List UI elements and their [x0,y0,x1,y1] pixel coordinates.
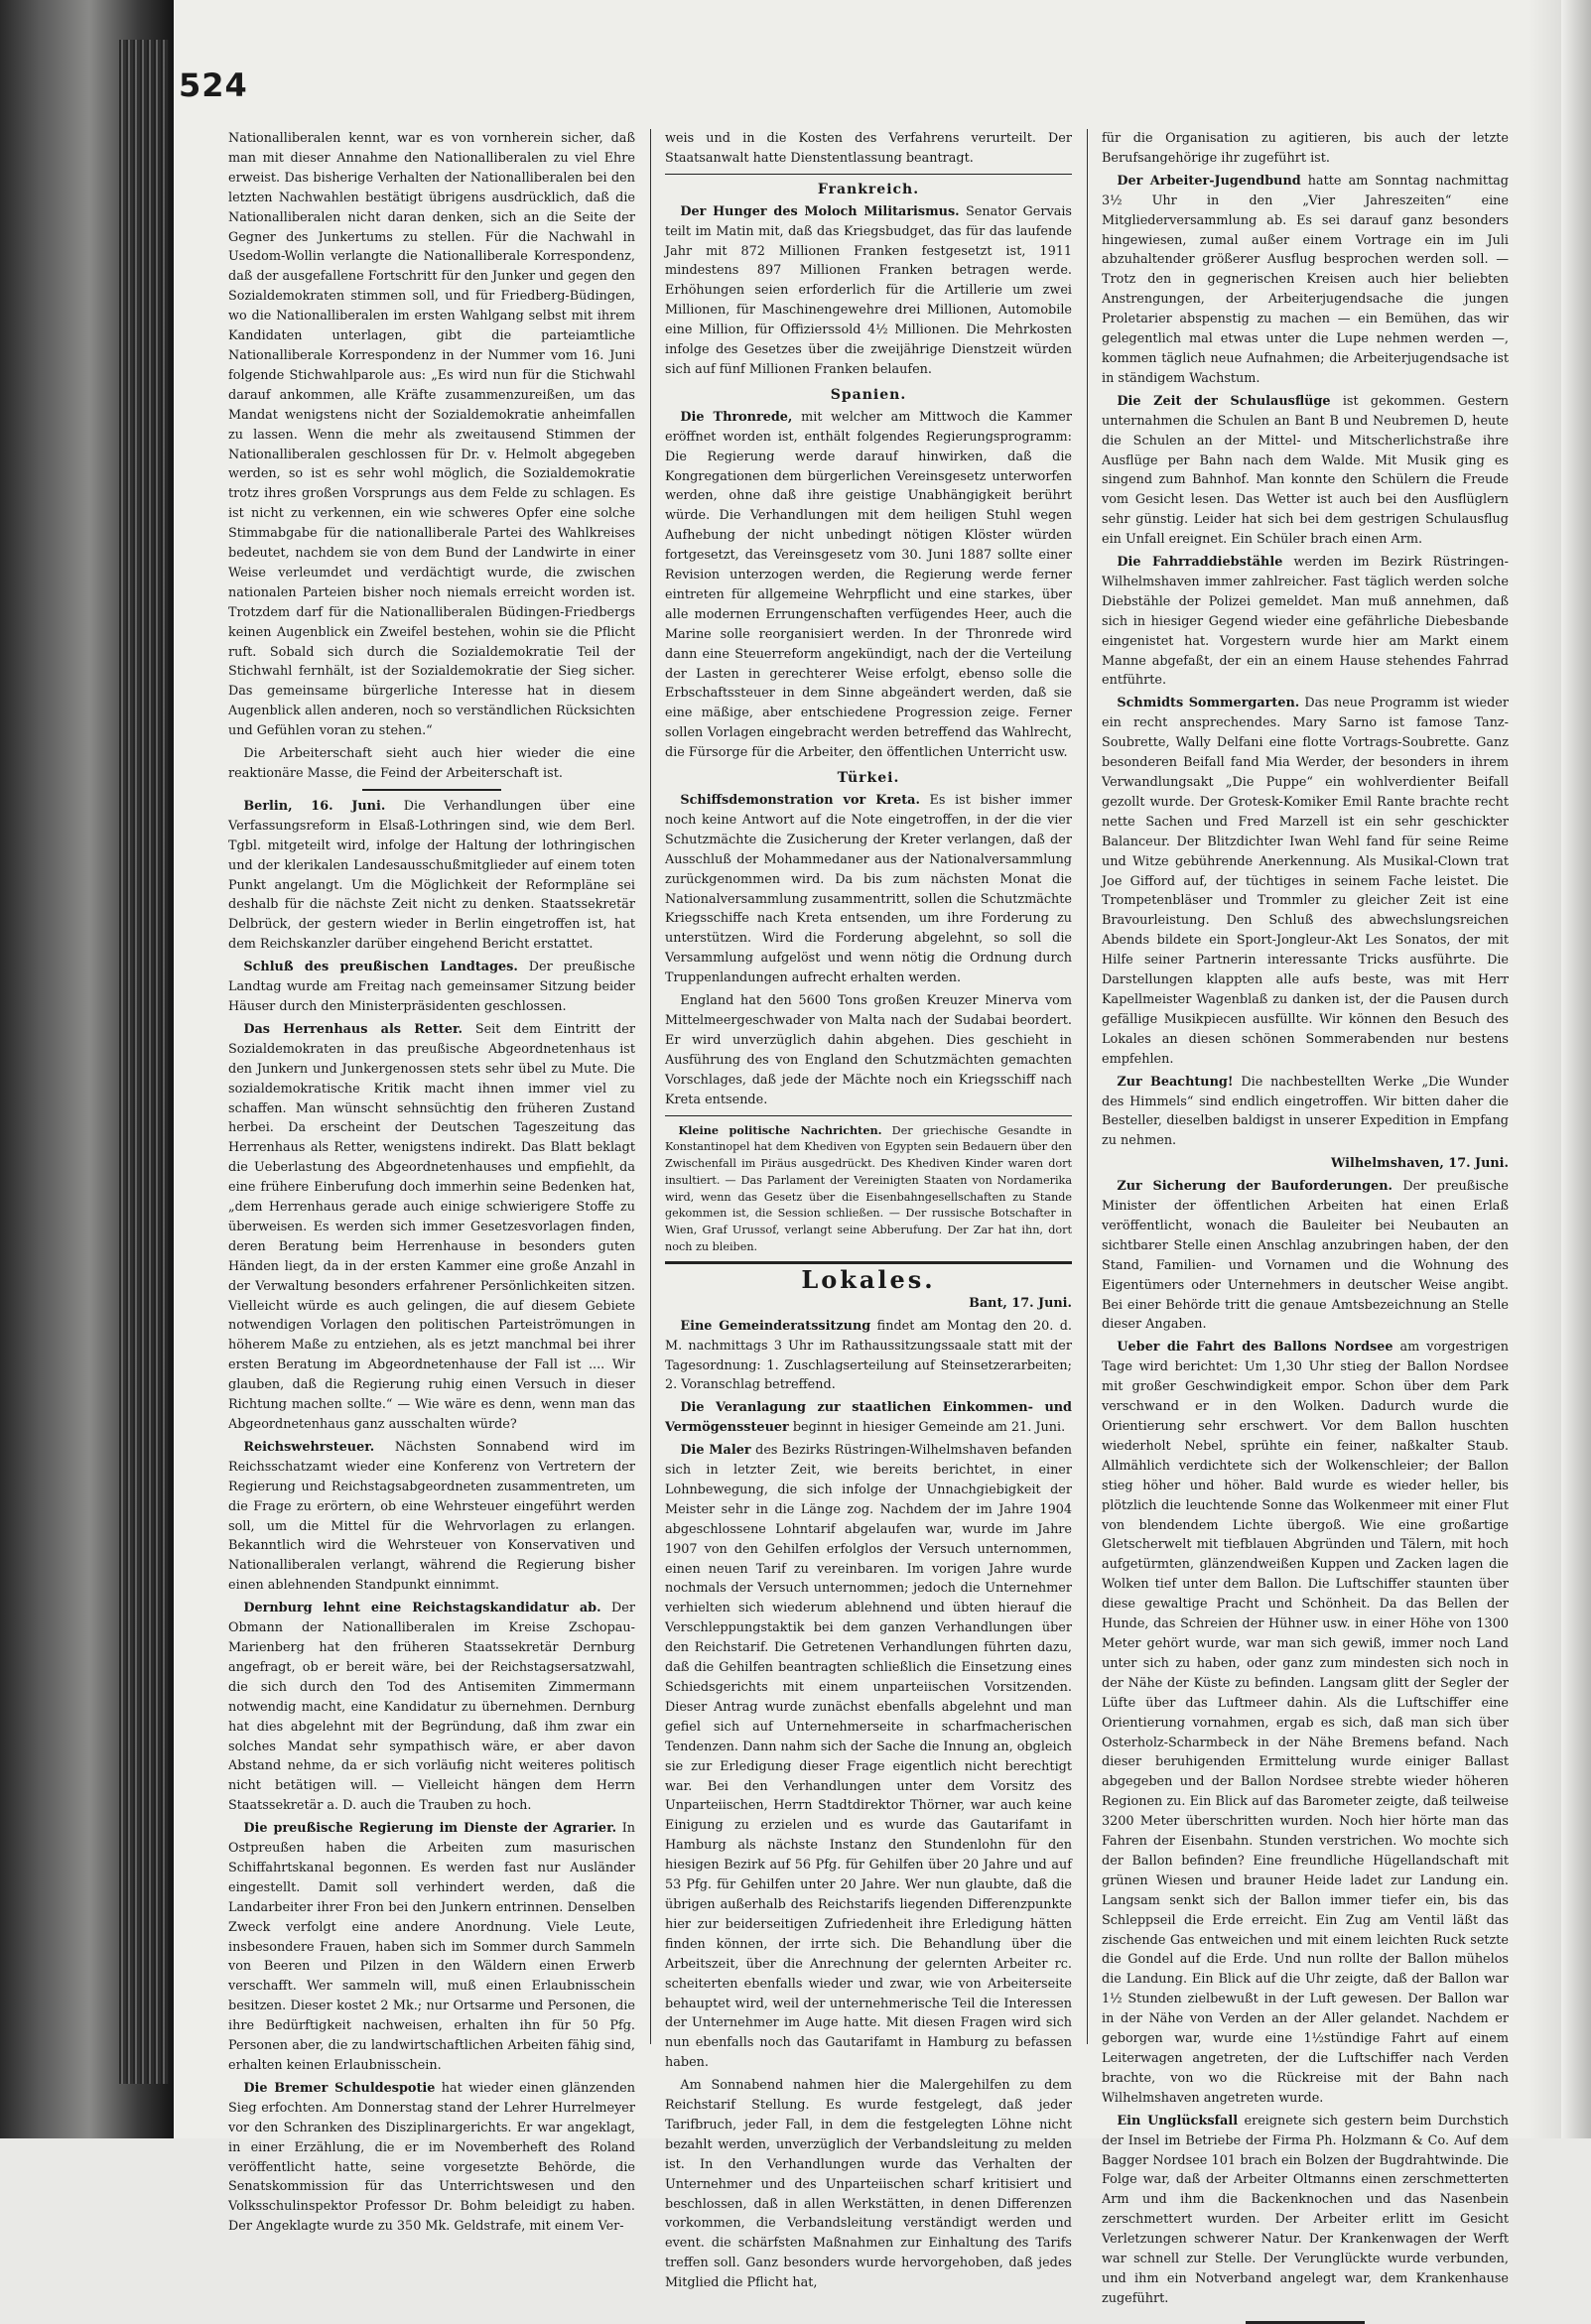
article-paragraph: England hat den 5600 Tons großen Kreuzer Minerva vom Mittelmeergeschwader von Malta nach der Sudabai beordert. Er wird unverzüglich dahin abgehen. Dies geschieht in Ausführung des von England den Schutzmächten gemachten Vorschlages, daß jede der Mächte noch ein Kriegsschiff nach Kreta entsende. [665,993,1072,1107]
article-thronrede [665,408,1072,763]
spine-edge-stripes [119,40,169,2084]
column-left [228,129,636,2235]
article-heading: Berlin, 16. Juni. [243,798,386,814]
article-body: werden im Bezirk Rüstringen-Wilhelmshaven immer zahlreicher. Fast täglich werden solche Diebstähle der Polizei gemeldet. Man muß annehmen, daß sich in hiesiger Gegend wieder eine gefährliche Diebesbande eingenistet hat. Vorgestern wurde hier am Markt einem Manne abgefaßt, der ein an einem Hause stehendes Fahrrad entführte. [1102,555,1509,689]
article-heading: Die preußische Regierung im Dienste der Agrarier. [243,1821,617,1837]
article-paragraph: weis und in die Kosten des Verfahrens verurteilt. Der Staatsanwalt hatte Dienstentlassung beantragt. [665,131,1072,166]
article-body: Der preußische Minister der öffentlichen Arbeiten hat einen Erlaß veröffentlicht, wonach die Bauleiter bei Neubauten an sichtbarer Stelle einen Anschlag anzubringen haben, der den Stand, Familien- und Vornamen und die Wohnung des Eigentümers oder Unternehmers in deutscher Weise angibt. Bei einer Behörde tritt die genaue Amtsbezeichnung an Stelle dieser Angaben. [1102,1179,1509,1333]
article-body: Es ist bisher immer noch keine Antwort auf die Note eingetroffen, in der die vier Schutzmächte die Zusicherung der Kreter verlangen, daß der Ausschluß der Mohammedaner aus der Nationalversammlung zurückgenommen wird. Da bis zum nächsten Monat die Nationalversammlung zusammentritt, sollen die Schutzmächte Kriegsschiffe nach Kreta entsenden, um ihre Forderung zu unterstützen. Wird die Forderung abgelehnt, so soll die Versammlung aufgelöst und wenn nötig die Ordnung durch Truppenlandungen aufrecht erhalten werden. [665,793,1072,986]
article-body: Seit dem Eintritt der Sozialdemokraten in das preußische Abgeordnetenhaus ist den Junkern und Junkergenossen stets sehr übel zu Mute. Die sozialdemokratische Kritik macht ihnen immer viel zu schaffen. Man wünscht sehnsüchtig den früheren Zustand herbei. Da erscheint der Deutschen Tageszeitung das Herrenhaus als Retter, wenigstens indirekt. Das Blatt beklagt die Ueberlastung des Abgeordnetenhauses und empfiehlt, da eine frühere Einberufung doch immerhin seine Bedenken hat, „dem Herrenhaus gerade auch einige schwierigere Stoffe zu überweisen. Es werden sich immer Gesetzesvorlagen finden, deren Beratung beim Herrenhause in besonders guten Händen liegt, da in der ersten Kammer eine große Anzahl in der Verwaltung besonders erfahrener Persönlichkeiten sitzen. Vielleicht würde es auch gelingen, die auf diesem Gebiete notwendigen Vorlagen den politischen Parteiströmungen in höherem Maße zu entziehen, als es jetzt manchmal bei ihrer ersten Beratung im Abgeordnetenhause der Fall ist .... Wir glauben, daß die Regierung ruhig einen Versuch in dieser Richtung machen sollte.“ — Wie wäre es denn, wenn man das Abgeordnetenhaus ganz ausschalten würde? [228,1021,636,1432]
article-heading: Dernburg lehnt eine Reichstagskandidatur ab. [243,1601,601,1616]
article-beachtung [1102,1073,1509,1152]
article-body: In Ostpreußen haben die Arbeiten zum masurischen Schiffahrtskanal begonnen. Es werden fast nur Ausländer eingestellt. Damit soll verhindert werden, daß die Landarbeiter ihrer Fron bei den Junkern entrinnen. Denselben Zweck verfolgt eine andere Anordnung. Viele Leute, insbesondere Frauen, haben sich im Sommer durch Sammeln von Beeren und Pilzen in den Wäldern einen Erwerb verschafft. Wer sammeln will, muß einen Erlaubnisschein besitzen. Dieser kostet 2 Mk.; nur Ortsarme und Personen, die ihre Bedürftigkeit nachweisen, erhalten ihn für 50 Pfg. Personen aber, die zu landwirtschaftlichen Arbeiten fähig sind, erhalten keinen Erlaubnisschein. [228,1821,635,2073]
article-schluss [228,958,635,1017]
article-dernburg [228,1599,635,1816]
article-heading: Eine Gemeinderatssitzung [680,1318,871,1334]
article-heading: Zur Sicherung der Bauforderungen. [1117,1179,1392,1195]
dateline: Bant, 17. Juni. [969,1295,1072,1311]
article-agrarier [228,1819,635,2076]
end-separator [1246,2321,1365,2324]
article-heading: Kleine politische Nachrichten. [678,1122,882,1137]
article-fahrraddiebstaehle [1102,553,1509,691]
article-paragraph: Am Sonnabend nahmen hier die Malergehilfen zu dem Reichstarif Stellung. Es wurde festgelegt, daß jeder Tarifbruch, jeder Fall, in dem die festgelegten Löhne nicht bezahlt werden, unverzüglich der Verbandsleitung zu melden ist. In den Verhandlungen wurde das Verhalten der Unternehmer und des Unparteiischen scharf kritisiert und beschlossen, daß in allen Werkstätten, in denen Differenzen vorkommen, die Verbandsleitung verständigt werden und event. die schärfsten Maßnahmen zur Einhaltung des Tarifs treffen soll. Ganz besonders wurde hervorgehoben, daß jedes Mitglied die Pflicht hat, [665,2078,1072,2291]
article-paragraph: Nationalliberalen kennt, war es von vornherein sicher, daß man mit dieser Annahme den Nationalliberalen zu viel Ehre erweist. Das bisherige Verhalten der Nationalliberalen bei den letzten Nachwahlen bestätigt übrigens ausdrücklich, daß die Nationalliberalen nicht daran denken, sich an die Seite der Gegner des Junkertums zu stellen. Für die Nachwahl in Usedom-Wollin verlangte die Nationalliberale Korrespondenz, daß der ausgefallene Fortschritt für den Junker und gegen den Sozialdemokraten stimmen soll, und für Friedberg-Büdingen, wo die Nationalliberalen im ersten Wahlgang selbst mit ihrem Kandidaten unterlagen, gibt die parteiamtliche Nationalliberale Korrespondenz in der Nummer vom 16. Juni folgende Stichwahlparole aus: „Es wird nun für die Stichwahl darauf ankommen, alle Kräfte zusammenzureißen, um das Mandat wenigstens nicht der Sozialdemokratie anheimfallen zu lassen. Wenn die mehr als zweitausend Stimmen der Nationalliberalen geschlossen für Dr. v. Helmolt abgegeben werden, so ist es sehr wohl möglich, die Sozialdemokratie trotz ihres großen Vorsprungs aus dem Felde zu schlagen. Es ist nicht zu verkennen, ein wie schweres Opfer eine solche Stimmabgabe für die nationalliberale Partei des Wahlkreises bedeutet, nachdem sie von dem Bund der Landwirte in einer Weise verleumdet und verdächtigt wurde, die zwischen nationalen Parteien bisher noch niemals erreicht worden ist. Trotzdem darf für die Nationalliberalen Büdingen-Friedbergs keinen Augenblick ein Zweifel bestehen, wohin sie die Pflicht ruft. Sobald sich durch die Sozialdemokratie Teil der Stichwahl fernhält, ist der Sozialdemokratie der Sieg sicher. Das gemeinsame bürgerliche Interesse hat in diesem Augenblick allen anderen, noch so verständlichen Rücksichten und Gefühlen voran zu stehen.“ [228,131,635,739]
article-schulausfluege [1102,392,1509,550]
article-heading: Ein Unglücksfall [1117,2113,1239,2129]
book-spine [0,0,174,2138]
column-right [1102,129,1509,2306]
article-heading: Der Hunger des Moloch Militarismus. [680,203,960,219]
section-heading-frankreich: Frankreich. [817,181,920,197]
article-heading: Die Zeit der Schulausflüge [1117,393,1331,409]
article-body: Der preußische Landtag wurde am Freitag nach gemeinsamer Sitzung beider Häuser durch den Ministerpräsidenten geschlossen. [228,960,635,1014]
dateline: Wilhelmshaven, 17. Juni. [1330,1156,1509,1172]
article-heading: Die Thronrede, [680,409,793,425]
article-heading: Der Arbeiter-Jugendbund [1117,173,1301,189]
article-body: hat wieder einen glänzenden Sieg erfochten. Am Donnerstag stand der Lehrer Hurrelmeyer vor den Schranken des Disziplinargerichts. Er war angeklagt, in einer Erzählung, die er im Novemberheft des Roland veröffentlicht hatte, seine vorgesetzte Behörde, die Senatskommission für das Unterrichtswesen und den Volksschulinspektor Professor Dr. Bohm beleidigt zu haben. Der Angeklagte wurde zu 350 Mk. Geldstrafe, mit einem Ver- [228,2080,635,2235]
article-heading: Zur Beachtung! [1117,1074,1234,1090]
column-rule [1087,129,1088,2044]
separator [362,789,501,791]
article-maler [665,1441,1072,2073]
column-rule [650,129,651,2044]
article-heading: Die Veranlagung zur staatlichen Einkommen- und Vermögenssteuer [665,1400,1072,1436]
article-body: ist gekommen. Gestern unternahmen die Schulen an Bant B und Neubremen D, heute die Schulen an der Mittel- und Mitscherlichstraße ihre Ausflüge per Bahn nach dem Walde. Mit Musik ging es singend zum Bahnhof. Man konnte den Schülern die Freude vom Gesicht lesen. Das Wetter ist auch bei den Ausflüglern sehr günstig. Leider hat sich bei dem gestrigen Schulausflug ein Unfall ereignet. Ein Schüler brach einen Arm. [1102,393,1509,548]
article-heading: Die Bremer Schuldespotie [243,2080,436,2096]
article-body: Der Obmann der Nationalliberalen im Kreise Zschopau-Marienberg hat den früheren Staatssekretär Dernburg angefragt, ob er bereit wäre, bei der Reichstagsersatzwahl, die sich durch den Tod des Antisemiten Zimmermann notwendig macht, eine Kandidatur zu übernehmen. Dernburg hat dies abgelehnt mit der Begründung, daß ihm zwar ein solches Mandat sehr sympathisch wäre, er aber davon Abstand nehme, da er sich vorläufig nicht weiteres politisch nicht betätigen will. — Vielleicht hängen dem Herrn Staatssekretär a. D. auch die Trauben zu hoch. [228,1601,635,1814]
article-body: findet am Montag den 20. d. M. nachmittags 3 Uhr im Rathaussitzungssaale statt mit der Tagesordnung: 1. Zuschlagserteilung auf Steinsetzerarbeiten; 2. Voranschlag betreffend. [665,1318,1072,1393]
section-heading-tuerkei: Türkei. [837,770,900,787]
page-right-edge [1561,0,1591,2138]
article-ballon [1102,1338,1509,2108]
article-body: Der griechische Gesandte in Konstantinopel hat dem Khediven von Egypten sein Bedauern über den Zwischenfall im Piräus ausgedrückt. Des Khediven Kinder waren dort insultiert. — Das Parlament der Vereinigten Staaten von Nordamerika wird, wenn das Gesetz über die Eisenbahngesellschaften zu Stande gekommen ist, die Session schließen. — Der russische Botschafter in Wien, Graf Urussof, verlangt seine Abberufung. Der Zar hat ihn, dort noch zu bleiben. [665,1123,1072,1254]
article-heading: Die Fahrraddiebstähle [1117,555,1283,571]
article-body: Das neue Programm ist wieder ein recht ansprechendes. Mary Sarno ist famose Tanz-Soubrette, Wally Delfani eine flotte Vortrags-Soubrette. Ganz besonderen Beifall fand Mia Werder, der besonders in ihrem Verwandlungsakt „Die Puppe“ ein wohlverdienter Beifall gezollt wurde. Der Grotesk-Komiker Emil Rante brachte recht nette Sachen und Fred Marzell ist ein sehr geschickter Balanceur. Der Blitzdichter Iwan Wehl fand für seine Reime und Witze gebührende Anerkennung. Als Musikal-Clown trat Joe Gifford auf, der tüchtiges in seinem Fache leistet. Die Trompetenbläser und Trommler zu gleicher Zeit ist eine Bravourleistung. Den Schluß des abwechslungsreichen Abends bildete ein Sport-Jongleur-Akt Les Sonatos, der mit Hilfe seiner Partnerin interessante Tricks ausführte. Die Darstellungen klappten alle aufs beste, was mit Herr Kapellmeister Wagenblaß zu danken ist, der die Pausen durch gefällige Musikpiecen ausfüllte. Wir können den Besuch des Lokales an diesen schönen Sommerabenden nur bestens empfehlen. [1102,696,1509,1067]
article-herrenhaus [228,1020,635,1435]
article-gemeinderat [665,1317,1072,1396]
article-moloch [665,202,1072,380]
article-body: Die nachbestellten Werke „Die Wunder des Himmels“ sind endlich eingetroffen. Wir bitten daher die Besteller, dieselben baldigst in unserer Expedition in Empfang zu nehmen. [1102,1074,1509,1149]
article-body: am vorgestrigen Tage wird berichtet: Um 1,30 Uhr stieg der Ballon Nordsee mit großer Geschwindigkeit empor. Schon über dem Park verschwand er in den Wolken. Dadurch wurde die Orientierung sehr erschwert. Vor dem Ballon huschten wiederholt Nebel, sprühte ein feiner, naßkalter Staub. Allmählich verdichtete sich der Wolkenschleier; der Ballon stieg höher und höher. Bald wurde es wieder heller, bis plötzlich die leuchtende Sonne das Wolkenmeer mit einer Flut von blendendem Lichte übergoß. Wie eine großartige Gletscherwelt mit tiefblauen Abgründen und Tälern, mit hoch aufgetürmten, glänzendweißen Kuppen und Zacken lagen die Wolken tief unter dem Ballon. Die Luftschiffer staunten über diese gewaltige Pracht und Schönheit. Da das Bellen der Hunde, das Schreien der Hühner usw. in einer Höhe von 1300 Meter gehört wurde, war man sich gewiß, immer noch Land unter sich zu haben, oder ganz zum mindesten sich noch in der Nähe der Küste zu befinden. Langsam glitt der Segler der Lüfte über das Luftmeer dahin. Als die Luftschiffer eine Orientierung vornahmen, ergab es sich, daß man sich über Osterholz-Scharmbeck in der Nähe Bremens befand. Nach dieser beruhigenden Ermittelung wurde einiger Ballast abgegeben und der Ballon Nordsee strebte wieder höheren Regionen zu. Ein Blick auf das Barometer zeigte, daß teilweise 3200 Meter überschritten wurden. Noch hier hörte man das Fahren der Eisenbahn. Stunden verstrichen. Wo mochte sich der Ballon befinden? Eine freundliche Hügellandschaft mit grünen Wiesen und brauner Heide ladet zur Landung ein. Langsam senkt sich der Ballon immer tiefer ein, bis das Schleppseil die Erde erreicht. Ein Zug am Ventil läßt das zischende Gas entweichen und mit einem leichten Ruck setzte die Gondel auf die Erde. Und nun rollte der Ballon mühelos die Landung. Ein Blick auf die Uhr zeigte, daß der Ballon war 1½ Stunden zielbewußt in der Luft gewesen. Der Ballon war in der Nähe von Verden an der Aller gelandet. Nachdem er geborgen war, wurde eine 1½stündige Fahrt auf einem Leiterwagen angetreten, der die Luftschiffer nach Verden brachte, von wo die Rückreise mit der Bahn nach Wilhelmshaven angetreten wurde. [1102,1340,1509,2106]
article-heading: Die Maler [680,1443,751,1459]
article-heading: Ueber die Fahrt des Ballons Nordsee [1117,1340,1393,1356]
article-sommergarten [1102,694,1509,1069]
article-berlin [228,797,635,955]
article-body: mit welcher am Mittwoch die Kammer eröffnet worden ist, enthält folgendes Regierungsprogramm: Die Regierung werde darauf hinwirken, daß die Kongregationen dem bürgerlichen Vereinsgesetz unterworfen werden, ohne daß ihre geistige Unabhängigkeit berührt würde. Die Verhandlungen mit dem heiligen Stuhl wegen Aufhebung der nicht unbedingt nötigen Klöster würden fortgesetzt, das Vereinsgesetz vom 30. Juni 1887 sollte einer Revision unterzogen werden, die Regierung werde ferner eintreten für allgemeine Wehrpflicht und eine starkes, über alle modernen Errungenschaften verfügendes Heer, auch die Marine solle reorganisiert werden. In der Thronrede wird dann eine Steuerreform angekündigt, nach der die Verteilung der Lasten in gerechterer Weise erfolgt, ebenso solle die Erbschaftssteuer in dem Sinne abgeändert werden, daß sie eine mäßige, aber entschiedene Progression zeige. Ferner sollen Vorlagen eingebracht werden betreffend das Wahlrecht, die Fürsorge für die Arbeiter, den öffentlichen Unterricht usw. [665,409,1072,761]
newspaper-page [179,55,1509,2306]
separator [665,1115,1072,1116]
article-body: ereignete sich gestern beim Durchstich der Insel im Betriebe der Firma Ph. Holzmann & Co. Auf dem Bagger Nordsee 101 brach ein Bolzen der Bugdrahtwinde. Die Folge war, daß der Arbeiter Oltmanns einen zerschmetterten Arm und ihm die Backenknochen und das Nasenbein zerschmettert wurden. Der Arbeiter erlitt im Gesicht Verletzungen schwerer Natur. Der Krankenwagen der Werft war schnell zur Stelle. Der Verunglückte wurde verbunden, und ihm ein Notverband angelegt war, dem Krankenhause zugeführt. [1102,2113,1509,2306]
article-paragraph: Die Arbeiterschaft sieht auch hier wieder die eine reaktionäre Masse, die Feind der Arbeiterschaft ist. [228,746,635,781]
article-jugendbund [1102,172,1509,389]
article-body: des Bezirks Rüstringen-Wilhelmshaven befanden sich in letzter Zeit, wie bereits berichtet, in einer Lohnbewegung, die sich infolge der Unnachgiebigkeit der Meister sehr in die Länge zog. Nachdem der im Jahre 1904 abgeschlossene Lohntarif abgelaufen war, wurde im Jahre 1907 von den Gehilfen erfolglos der Versuch unternommen, einen neuen Tarif zu vereinbaren. Im vorigen Jahre wurde nochmals der Versuch unternommen; jedoch die Unternehmer verhielten sich wiederum ablehnend und übten hierauf die Verschleppungstaktik bei dem ganzen Verhandlungen über den Reichstarif. Die Getretenen Verhandlungen führten dazu, daß die Gehilfen beantragten schließlich die Einsetzung eines Schiedsgerichts mit einem unparteiischen Vorsitzenden. Dieser Antrag wurde zunächst ebenfalls abgelehnt und man gefiel sich auf Unternehmerseite in scharfmacherischen Tendenzen. Dann nahm sich der Sache die Innung an, obgleich sie zur Erledigung dieser Frage eigentlich nicht berechtigt war. Bei den Verhandlungen unter dem Vorsitz des Unparteiischen, Herrn Stadtdirektor Thörner, war auch keine Einigung zu erzielen und es wurde das Gautarifamt in Hamburg als nächste Instanz den Stundenlohn für den hiesigen Bezirk auf 56 Pfg. für Gehilfen über 20 Jahre und auf 53 Pfg. für Gehilfen unter 20 Jahre. Wer nun glaubte, daß die übrigen außerhalb des Reichstarifs liegenden Differenzpunkte hier zur beiderseitigen Zufriedenheit ihre Erledigung hätten finden können, der irrte sich. Die Behandlung über die Arbeitszeit, über die Anrechnung der gelernten Arbeiter rc. scheiterten ebenfalls wieder und zwar, wie von Arbeiterseite behauptet wird, weil der unternehmerische Teil die Interessen der Unternehmer im Auge hatte. Mit diesen Fragen wird sich nun ebenfalls noch das Gautarifamt in Hamburg zu befassen haben. [665,1443,1072,2071]
article-heading: Schluß des preußischen Landtages. [243,960,518,975]
article-paragraph: für die Organisation zu agitieren, bis auch der letzte Berufsangehörige ihr zugeführt ist. [1102,131,1509,166]
article-wehrsteuer [228,1438,635,1596]
article-heading: Das Herrenhaus als Retter. [243,1021,463,1037]
article-kreta [665,791,1072,988]
article-heading: Schmidts Sommergarten. [1117,696,1300,711]
section-heading-spanien: Spanien. [830,386,907,403]
article-bremen [228,2079,635,2237]
article-heading: Reichswehrsteuer. [243,1439,375,1455]
section-heading-lokales: Lokales. [801,1264,936,1294]
separator [665,1261,1072,1264]
article-heading: Schiffsdemonstration vor Kreta. [680,793,920,808]
text-columns [228,129,1509,2306]
article-body: beginnt in hiesiger Gemeinde am 21. Juni. [792,1420,1066,1436]
article-veranlagung [665,1398,1072,1438]
column-middle [665,129,1072,2291]
article-body: Nächsten Sonnabend wird im Reichsschatzamt wieder eine Konferenz von Vertretern der Regierung und Reichstagsabgeordneten zusammentreten, um die Frage zu erörtern, ob eine Wehrsteuer eingeführt werden soll, um die Mittel für die Wehrvorlagen zu erlangen. Bekanntlich wird die Wehrsteuer von Konservativen und Nationalliberalen verlangt, während die Regierung bisher einen ablehnenden Standpunkt einnimmt. [228,1439,635,1594]
page-number: 524 [179,66,248,104]
article-kleine-nachrichten [665,1122,1072,1256]
article-body: Senator Gervais teilt im Matin mit, daß das Kriegsbudget, das für das laufende Jahr mit 872 Millionen Franken festgesetzt ist, 1911 mindestens 897 Millionen Franken betragen werde. Erhöhungen seien erforderlich für die Artillerie um zwei Millionen, für Maschinengewehre drei Millionen, Automobile eine Million, für Offizierssold 4½ Millionen. Die Mehrkosten infolge des Gesetzes über die zweijährige Dienstzeit würden sich auf fünf Millionen Franken belaufen. [665,203,1072,377]
article-body: hatte am Sonntag nachmittag 3½ Uhr in den „Vier Jahreszeiten“ eine Mitgliederversammlung ab. Es sei darauf ganz besonders hingewiesen, zumal außer einem Vortrage ein im Juli abzuhaltender größerer Ausflug besprochen werden soll. — Trotz den in gegnerischen Kreisen auch hier beliebten Anstrengungen, der Arbeiterjugendsache die jungen Proletarier abspenstig zu machen — ein Bemühen, das wir gelegentlich mal etwas unter die Lupe nehmen werden —, kommen täglich neue Aufnahmen; die Arbeiterjugendsache ist in ständigem Wachstum. [1102,173,1509,386]
article-bauforderungen [1102,1177,1509,1335]
separator [665,174,1072,175]
article-body: Die Verhandlungen über eine Verfassungsreform in Elsaß-Lothringen sind, wie dem Berl. Tgbl. mitgeteilt wird, infolge der Haltung der lothringischen und der klerikalen Landesausschußmitglieder auf einem toten Punkt angelangt. Um die Möglichkeit der Reformpläne sei deshalb für die nächste Zeit nicht zu denken. Staatssekretär Delbrück, der gestern wieder in Berlin eingetroffen ist, hat dem Reichskanzler darüber eingehend Bericht erstattet. [228,798,635,953]
article-ungluecksfall [1102,2112,1509,2309]
